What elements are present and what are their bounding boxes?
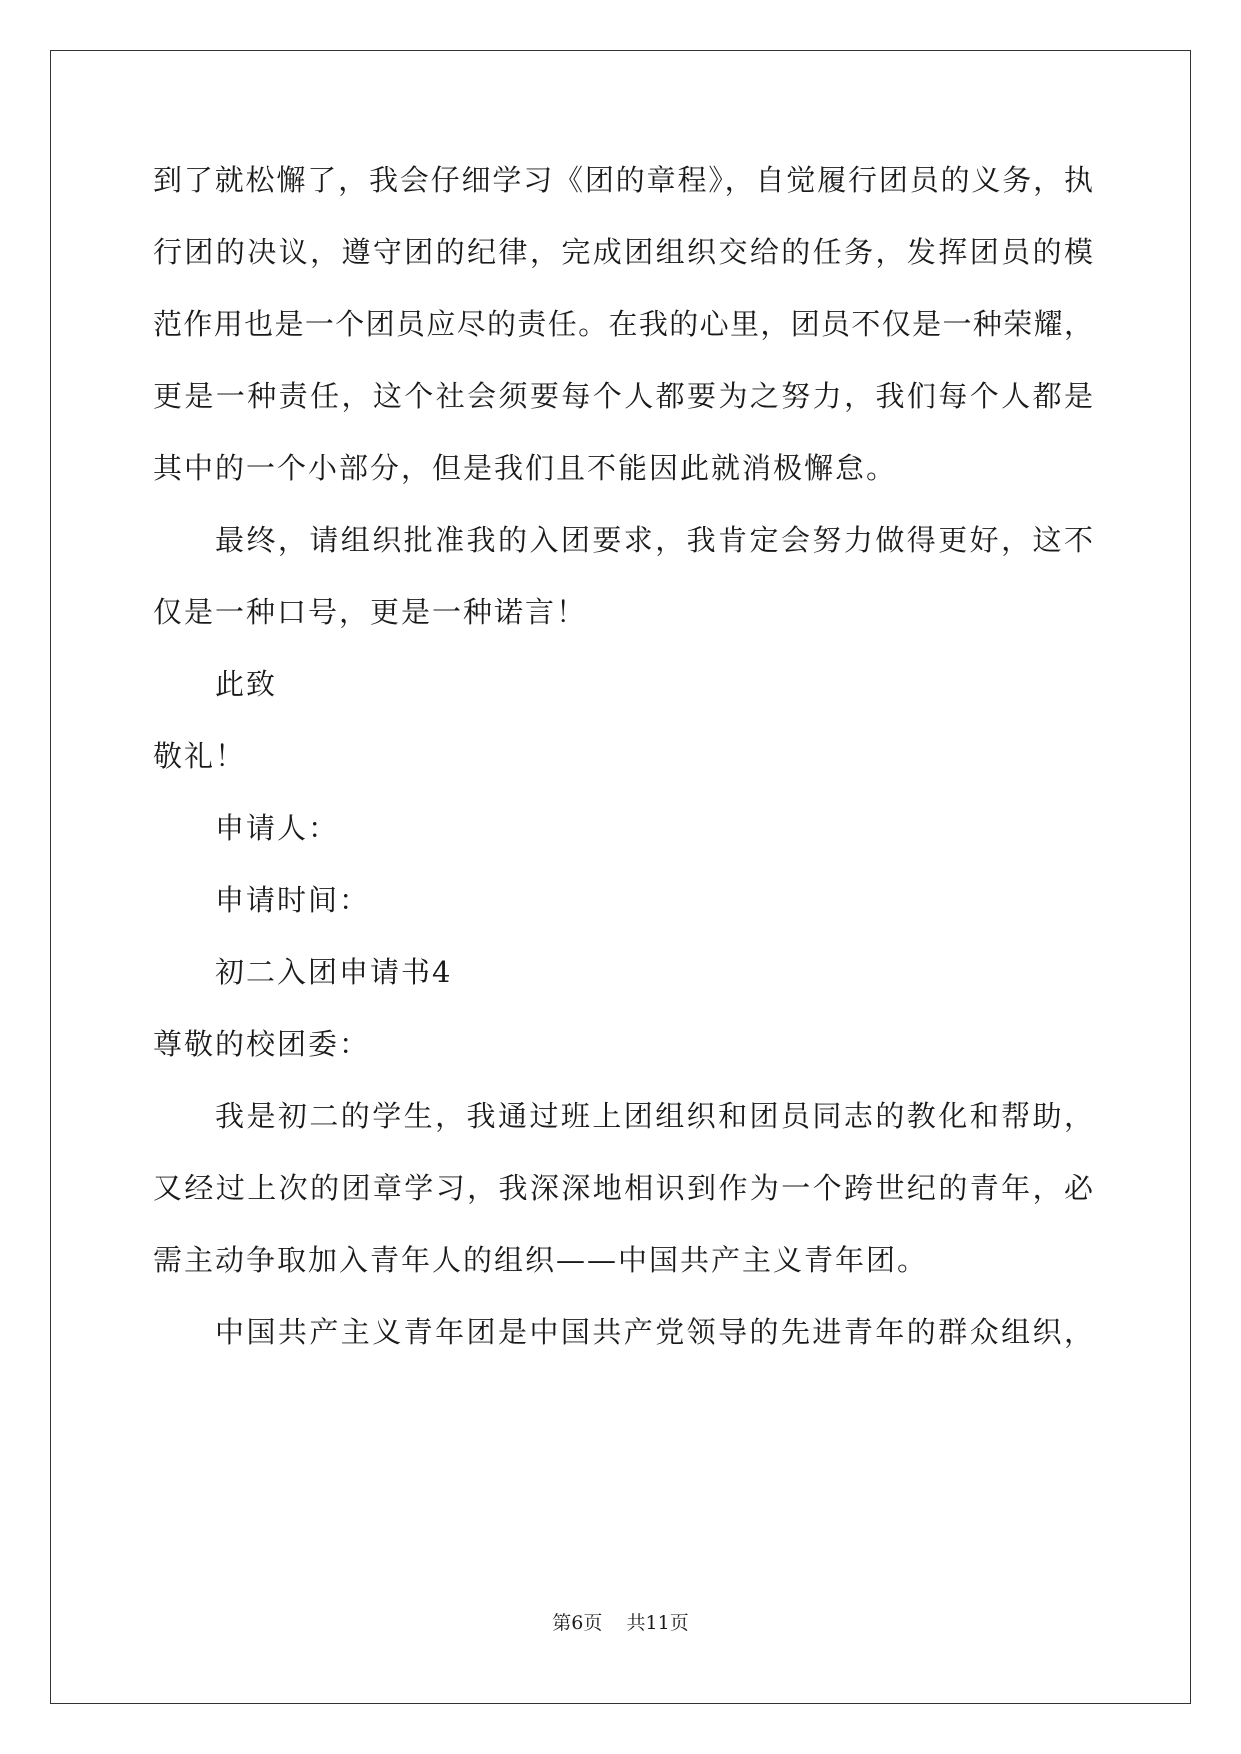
section-title: 初二入团申请书4: [215, 955, 453, 989]
applicant-label: 申请人：: [215, 811, 340, 845]
text-line: 行团的决议，遵守团的纪律，完成团组织交给的任务，发挥团员的模: [153, 235, 1093, 269]
text-line: 仅是一种口号，更是一种诺言！: [153, 595, 588, 629]
text-line: 范作用也是一个团员应尽的责任。在我的心里，团员不仅是一种荣耀，: [153, 307, 1093, 341]
closing-salutation: 此致: [215, 667, 278, 701]
application-date-label: 申请时间：: [215, 883, 371, 917]
text-line: 到了就松懈了，我会仔细学习《团的章程》，自觉履行团员的义务，执: [153, 163, 1093, 197]
text-line: 需主动争取加入青年人的组织——中国共产主义青年团。: [153, 1243, 929, 1277]
greeting: 尊敬的校团委：: [153, 1027, 371, 1061]
paragraph-start: 中国共产主义青年团是中国共产党领导的先进青年的群众组织，: [215, 1315, 1093, 1349]
text-line: 又经过上次的团章学习，我深深地相识到作为一个跨世纪的青年，必: [153, 1171, 1093, 1205]
paragraph-start: 我是初二的学生，我通过班上团组织和团员同志的教化和帮助，: [215, 1099, 1093, 1133]
page-number-footer: 第6页 共11页: [552, 1612, 689, 1634]
page-border: [50, 50, 1191, 1704]
text-line: 其中的一个小部分，但是我们且不能因此就消极懈怠。: [153, 451, 898, 485]
text-line: 更是一种责任，这个社会须要每个人都要为之努力，我们每个人都是: [153, 379, 1093, 413]
closing-regards: 敬礼！: [153, 739, 247, 773]
paragraph-start: 最终，请组织批准我的入团要求，我肯定会努力做得更好，这不: [215, 523, 1093, 557]
